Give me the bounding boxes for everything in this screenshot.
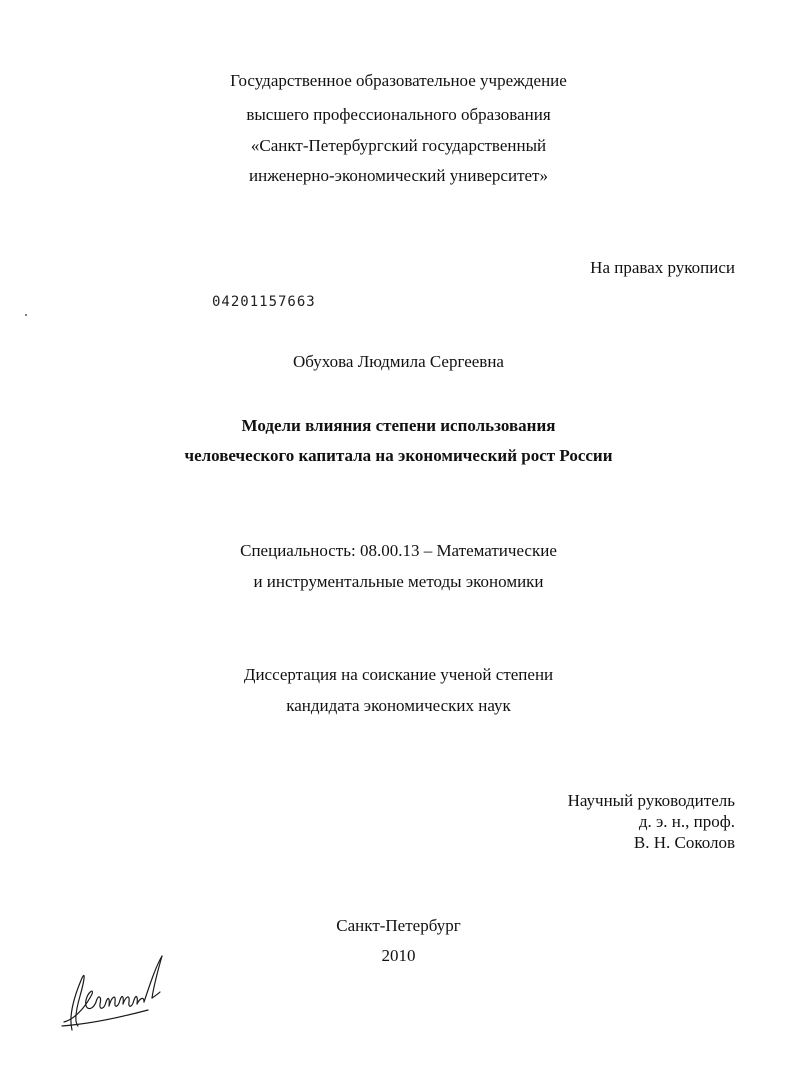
specialty-line-1: Специальность: 08.00.13 – Математические	[240, 541, 557, 560]
supervisor-name: В. Н. Соколов	[633, 833, 735, 852]
institution-line-2: высшего профессионального образования	[246, 105, 551, 124]
supervisor-degree: д. э. н., проф.	[638, 812, 735, 831]
degree-line-1: Диссертация на соискание ученой степени	[243, 665, 554, 684]
title-line-1: Модели влияния степени использования	[241, 416, 556, 435]
city: Санкт-Петербург	[336, 916, 461, 935]
institution-line-3: «Санкт-Петербургский государственный	[250, 136, 547, 155]
title-line-2: человеческого капитала на экономический рост России	[184, 446, 613, 465]
scan-speck	[25, 314, 27, 316]
specialty-line-2: и инструментальные методы экономики	[253, 572, 544, 591]
year: 2010	[381, 946, 416, 965]
institution-line-4: инженерно-экономический университет»	[249, 166, 548, 185]
supervisor-role: Научный руководитель	[567, 791, 735, 810]
degree-line-2: кандидата экономических наук	[286, 696, 511, 715]
author-name: Обухова Людмила Сергеевна	[293, 352, 504, 371]
handwritten-signature	[58, 952, 170, 1034]
institution-line-1: Государственное образовательное учреждение	[230, 71, 567, 90]
registration-number: 04201157663	[212, 294, 316, 310]
manuscript-note: На правах рукописи	[590, 258, 735, 277]
